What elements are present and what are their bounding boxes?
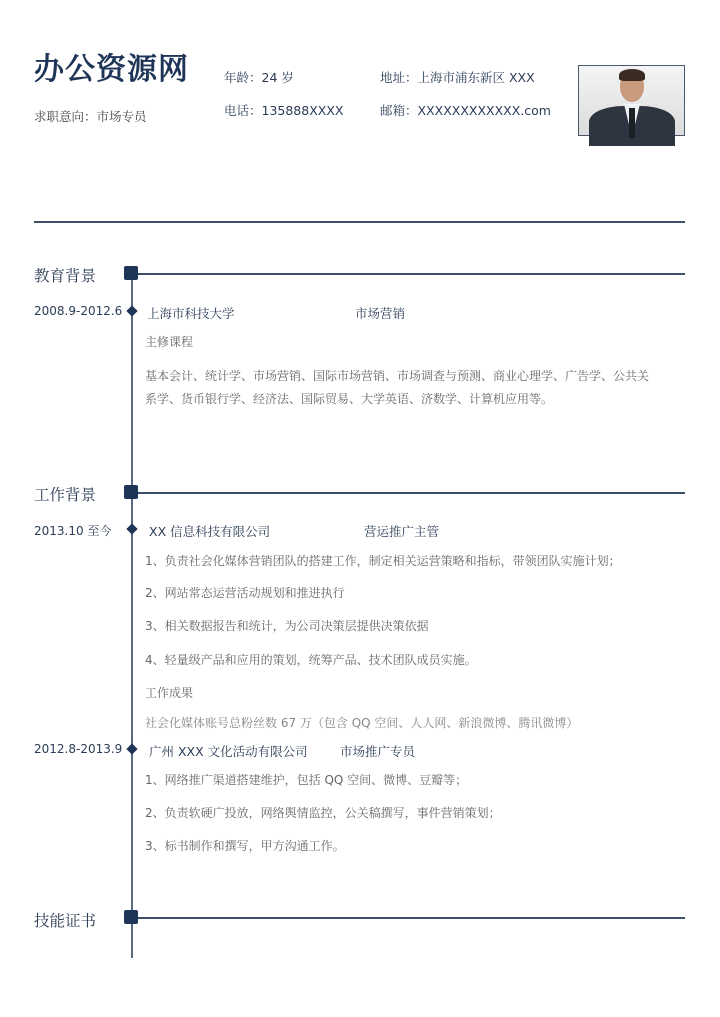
job-duty: 4、轻量级产品和应用的策划，统筹产品、技术团队成员实施。 <box>145 653 477 667</box>
section-marker <box>124 910 138 924</box>
job-duty: 3、标书制作和撰写，甲方沟通工作。 <box>145 839 345 853</box>
candidate-name: 办公资源网 <box>34 52 189 87</box>
job-date: 2013.10 至今 <box>34 524 112 538</box>
achievements-label: 工作成果 <box>145 686 194 700</box>
job-intent: 求职意向：市场专员 <box>34 109 147 124</box>
job-date: 2012.8-2013.9 <box>34 742 123 756</box>
achievement-clipped: 社会化媒体账号总粉丝数 67 万（包含 QQ 空间、人人网、新浪微博、腾讯微博） <box>145 716 579 730</box>
section-title-skills: 技能证书 <box>34 912 97 930</box>
job-role: 营运推广主管 <box>364 524 440 539</box>
timeline-diamond-icon <box>126 743 137 754</box>
section-marker <box>124 485 138 499</box>
timeline-line <box>131 272 133 958</box>
edu-date: 2008.9-2012.6 <box>34 304 123 318</box>
section-line <box>138 492 685 494</box>
section-line <box>138 917 685 919</box>
address: 地址：上海市浦东新区 XXX <box>380 70 535 85</box>
job-role: 市场推广专员 <box>340 744 416 759</box>
section-line <box>138 273 685 275</box>
job-company: XX 信息科技有限公司 <box>149 524 271 539</box>
profile-photo <box>578 65 685 136</box>
courses-line: 基本会计、统计学、市场营销、国际市场营销、市场调查与预测、商业心理学、广告学、公共关 <box>145 369 650 383</box>
section-marker <box>124 266 138 280</box>
job-duty: 1、网络推广渠道搭建维护，包括 QQ 空间、微博、豆瓣等； <box>145 773 468 787</box>
section-title-work: 工作背景 <box>34 486 97 504</box>
job-duty: 1、负责社会化媒体营销团队的搭建工作，制定相关运营策略和指标，带领团队实施计划； <box>145 554 621 568</box>
email: 邮箱：XXXXXXXXXXXX.com <box>380 103 551 118</box>
courses-label: 主修课程 <box>145 335 194 349</box>
job-duty: 2、负责软硬广投放，网络舆情监控，公关稿撰写，事件营销策划； <box>145 806 501 820</box>
age: 年龄：24 岁 <box>224 70 294 85</box>
timeline-diamond-icon <box>126 305 137 316</box>
section-title-education: 教育背景 <box>34 267 97 285</box>
job-company: 广州 XXX 文化活动有限公司 <box>149 744 308 759</box>
phone: 电话：135888XXXX <box>224 103 344 118</box>
courses-line: 系学、货币银行学、经济法、国际贸易、大学英语、济数学、计算机应用等。 <box>145 392 554 406</box>
header-divider <box>34 221 685 223</box>
edu-major: 市场营销 <box>355 306 406 321</box>
job-duty: 3、相关数据报告和统计，为公司决策层提供决策依据 <box>145 619 429 633</box>
job-duty: 2、网站常态运营活动规划和推进执行 <box>145 586 345 600</box>
edu-school: 上海市科技大学 <box>147 306 235 321</box>
timeline-diamond-icon <box>126 523 137 534</box>
